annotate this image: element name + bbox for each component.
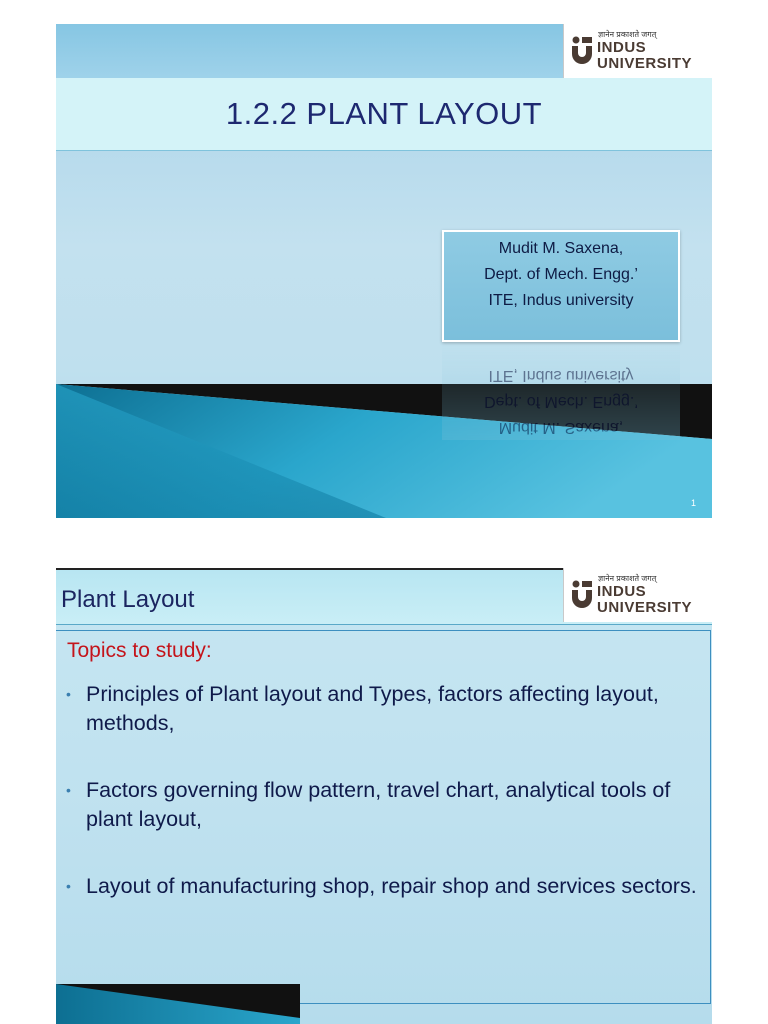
logo-name-line2: UNIVERSITY [597, 55, 693, 72]
reflection-line-1: Mudit M. Saxena, [498, 419, 624, 436]
university-logo-2 [563, 568, 712, 622]
topics-slide [56, 568, 712, 1024]
title-bar [56, 78, 712, 151]
logo-name-line1: INDUS [597, 583, 647, 600]
reflection-line-3: ITE, Indus university [488, 367, 634, 384]
list-item-text: Principles of Plant layout and Types, factors affecting layout, methods, [86, 682, 659, 735]
presenter-box [442, 230, 680, 342]
bullet-icon: • [66, 686, 71, 702]
presenter-reflection [442, 342, 680, 440]
logo-motto: ज्ञानेन प्रकाशते जगत् [598, 574, 657, 583]
university-logo [563, 24, 712, 78]
list-item [64, 680, 704, 738]
bullet-icon: • [66, 878, 71, 894]
slide-title: 1.2.2 PLANT LAYOUT [225, 96, 543, 131]
indus-logo-icon [571, 580, 593, 608]
logo-name-line2: UNIVERSITY [597, 599, 693, 616]
logo-motto: ज्ञानेन प्रकाशते जगत् [598, 30, 657, 39]
decorative-swoosh-bottom [56, 984, 712, 1024]
slide-number: 1 [690, 498, 696, 508]
presenter-institute: ITE, Indus university [488, 292, 634, 309]
logo-name-line1: INDUS [597, 39, 647, 56]
list-item [64, 872, 704, 901]
bullet-icon: • [66, 782, 71, 798]
topics-heading: Topics to study: [67, 639, 212, 662]
slide-heading: Plant Layout [61, 586, 195, 613]
presenter-name: Mudit M. Saxena, [498, 240, 624, 257]
list-item [64, 776, 704, 834]
indus-logo-icon [571, 36, 593, 64]
reflection-line-2: Dept. of Mech. Engg.’ [484, 393, 638, 410]
topic-list [64, 680, 704, 939]
list-item-text: Factors governing flow pattern, travel chart, analytical tools of plant layout, [86, 778, 671, 831]
list-item-text: Layout of manufacturing shop, repair shop and services sectors. [86, 874, 697, 898]
title-slide [56, 24, 712, 518]
presenter-department: Dept. of Mech. Engg.’ [484, 266, 638, 283]
